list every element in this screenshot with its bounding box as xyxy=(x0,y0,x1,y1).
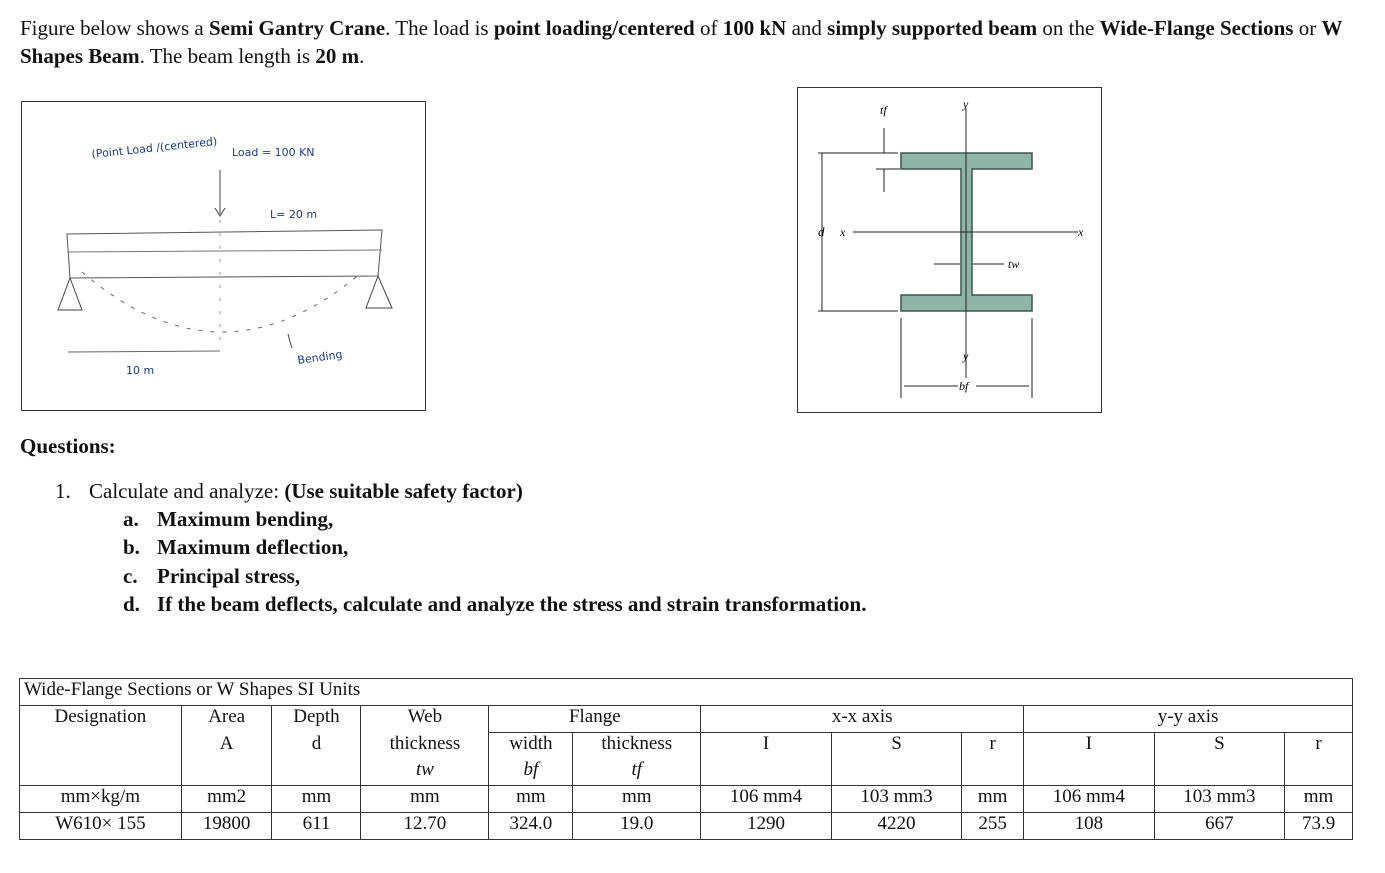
text-run-bold: W Shapes Beam xyxy=(20,16,1343,68)
unit-cell: 106 mm4 xyxy=(701,786,832,813)
header-iy: I xyxy=(1024,733,1155,760)
problem-statement xyxy=(20,14,1365,70)
table-header-row-1 xyxy=(20,706,1353,733)
unit-cell: mm xyxy=(361,786,489,813)
header-web-symbol: tw xyxy=(361,759,489,786)
cell-designation: W610× 155 xyxy=(20,813,182,840)
item-letter: a. xyxy=(123,507,139,531)
cell-sy: 667 xyxy=(1154,813,1285,840)
text-run-bold: 100 kN xyxy=(722,16,787,40)
cell-flange-thickness: 19.0 xyxy=(573,813,701,840)
cell-sx: 4220 xyxy=(831,813,962,840)
x-axis-left-label: x xyxy=(840,225,846,239)
header-sx: S xyxy=(831,733,962,760)
text-run: on the xyxy=(1037,16,1100,40)
table-header-row-2 xyxy=(20,733,1353,760)
header-web-thickness: thickness xyxy=(361,733,489,760)
half-span-dimension xyxy=(68,351,220,352)
question-item-d xyxy=(123,592,866,617)
header-web: Web xyxy=(361,706,489,733)
table-header-row-3 xyxy=(20,759,1353,786)
table-title: Wide-Flange Sections or W Shapes SI Units xyxy=(20,679,1353,706)
beam-midline xyxy=(67,250,382,252)
text-run: of xyxy=(694,16,723,40)
header-blank xyxy=(20,759,182,786)
question-text: Calculate and analyze: xyxy=(89,479,285,503)
cell-flange-width: 324.0 xyxy=(489,813,573,840)
header-ry: r xyxy=(1285,733,1353,760)
unit-cell: mm2 xyxy=(181,786,272,813)
text-run: or xyxy=(1293,16,1322,40)
item-text: Maximum bending, xyxy=(157,507,334,531)
header-blank xyxy=(962,759,1024,786)
text-run: and xyxy=(786,16,828,40)
question-item-c xyxy=(123,564,300,589)
cell-rx: 255 xyxy=(962,813,1024,840)
unit-cell: mm xyxy=(272,786,361,813)
beam-sketch-figure xyxy=(21,101,426,411)
header-flange-thickness-symbol: tf xyxy=(573,759,701,786)
y-axis-bottom-label: y xyxy=(963,349,969,363)
bf-label: bf xyxy=(959,379,969,393)
text-run-bold: 20 m xyxy=(315,44,360,68)
header-designation: Designation xyxy=(20,706,182,733)
text-run-bold: point loading/centered xyxy=(493,16,695,40)
question-number: 1. xyxy=(55,479,71,503)
table-row xyxy=(20,813,1353,840)
unit-cell: mm xyxy=(962,786,1024,813)
item-letter: b. xyxy=(123,535,140,559)
header-flange: Flange xyxy=(489,706,701,733)
header-blank xyxy=(272,759,361,786)
cell-area: 19800 xyxy=(181,813,272,840)
header-blank xyxy=(1154,759,1285,786)
text-run: . The load is xyxy=(385,16,494,40)
header-area-symbol: A xyxy=(181,733,272,760)
header-yy-axis: y-y axis xyxy=(1024,706,1353,733)
table-units-row xyxy=(20,786,1353,813)
beam-sketch-svg xyxy=(22,102,427,412)
question-1 xyxy=(55,479,523,504)
text-run: . The beam length is xyxy=(139,44,316,68)
item-text: Maximum deflection, xyxy=(157,535,349,559)
d-label: d xyxy=(818,224,825,239)
tf-label: tf xyxy=(880,103,887,117)
deflection-curve xyxy=(82,272,362,332)
cell-ry: 73.9 xyxy=(1285,813,1353,840)
item-text: If the beam deflects, calculate and analyze the stress and strain transformation. xyxy=(157,592,867,616)
header-area: Area xyxy=(181,706,272,733)
header-blank xyxy=(1285,759,1353,786)
cell-iy: 108 xyxy=(1024,813,1155,840)
sketch-half-span-label: 10 m xyxy=(126,364,155,377)
header-blank xyxy=(831,759,962,786)
text-run-bold: Semi Gantry Crane xyxy=(208,16,386,40)
unit-cell: mm×kg/m xyxy=(20,786,182,813)
table-title-row xyxy=(20,679,1353,706)
item-text: Principal stress, xyxy=(157,564,301,588)
header-ix: I xyxy=(701,733,832,760)
header-rx: r xyxy=(962,733,1024,760)
cell-ix: 1290 xyxy=(701,813,832,840)
header-flange-width-symbol: bf xyxy=(489,759,573,786)
questions-heading: Questions: xyxy=(20,434,116,458)
y-axis-top-label: y xyxy=(963,97,969,111)
sketch-length-label: L= 20 m xyxy=(270,208,318,221)
unit-cell: mm xyxy=(573,786,701,813)
header-blank xyxy=(1024,759,1155,786)
unit-cell: 106 mm4 xyxy=(1024,786,1155,813)
text-run: Figure below shows a xyxy=(20,16,209,40)
header-blank xyxy=(20,733,182,760)
question-bold-text: (Use suitable safety factor) xyxy=(284,479,523,503)
w-section-figure xyxy=(797,87,1102,413)
cell-web-thickness: 12.70 xyxy=(361,813,489,840)
unit-cell: mm xyxy=(489,786,573,813)
sketch-title: (Point Load /(centered) xyxy=(90,134,218,161)
unit-cell: mm xyxy=(1285,786,1353,813)
item-letter: d. xyxy=(123,592,140,616)
unit-cell: 103 mm3 xyxy=(831,786,962,813)
question-item-a xyxy=(123,507,333,532)
cell-depth: 611 xyxy=(272,813,361,840)
header-depth-symbol: d xyxy=(272,733,361,760)
right-support xyxy=(366,276,392,308)
header-blank xyxy=(701,759,832,786)
item-letter: c. xyxy=(123,564,138,588)
unit-cell: 103 mm3 xyxy=(1154,786,1285,813)
question-item-b xyxy=(123,535,348,560)
text-run: . xyxy=(359,44,365,68)
w-section-svg xyxy=(798,88,1103,414)
sketch-load-label: Load = 100 KN xyxy=(232,146,315,159)
header-flange-thickness: thickness xyxy=(573,733,701,760)
tw-label: tw xyxy=(1008,257,1020,271)
x-axis-right-label: x xyxy=(1078,225,1084,239)
header-depth: Depth xyxy=(272,706,361,733)
text-run-bold: simply supported beam xyxy=(827,16,1038,40)
left-support xyxy=(58,278,82,310)
sketch-bending-label: Bending xyxy=(296,347,344,367)
bending-arrow xyxy=(288,334,292,348)
header-xx-axis: x-x axis xyxy=(701,706,1024,733)
header-blank xyxy=(181,759,272,786)
beam-outline xyxy=(67,230,382,278)
w-shapes-table xyxy=(19,678,1353,840)
text-run-bold: Wide-Flange Sections xyxy=(1099,16,1294,40)
header-flange-width: width xyxy=(489,733,573,760)
header-sy: S xyxy=(1154,733,1285,760)
